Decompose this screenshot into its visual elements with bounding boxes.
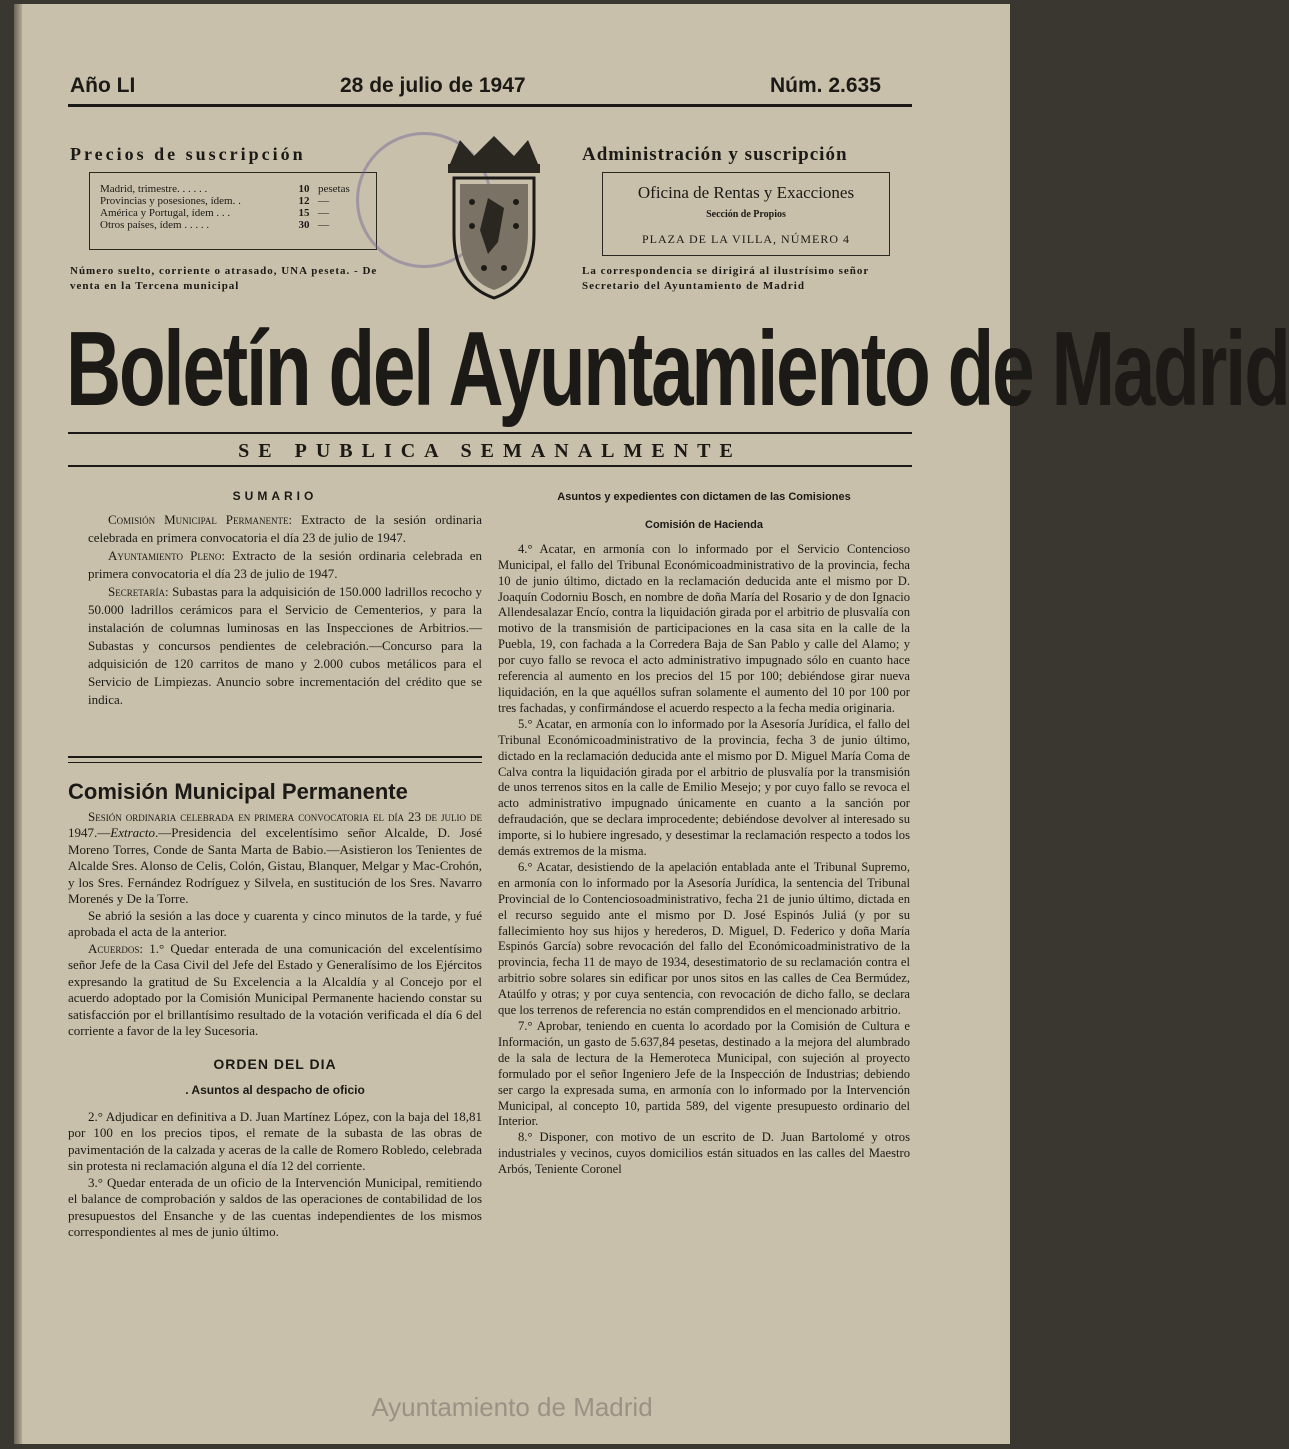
summary-item: Secretaría: Subastas para la adquisición de 150.000 ladrillos recocho y 50.000 ladrillos cerámicos para el Servicio de Cementerios, y para la instalación de columnas luminosas en las Inspecciones de Arbitrios.—Subastas y concursos pendientes de celebración.—Concurso para la adquisición de 120 carritos de mano y 2.000 cubos metálicos para el Servicio de Limpiezas. Anuncio sobre incrementación del crédito que se indica.: [88, 583, 482, 707]
issue-number: Núm. 2.635: [770, 74, 881, 97]
correspondence-note: La correspondencia se dirigirá al ilustrísimo señor Secretario del Ayuntamiento de Madrid: [582, 265, 870, 292]
session-paragraph: Sesión ordinaria celebrada en primera convocatoria el día 23 de julio de 1947.—Extracto.—Presidencia del excelentísimo señor Alcalde, D. José Moreno Torres, Conde de Santa Marta de Babio.—Asistieron los Tenientes de Alcalde Sres. Alonso de Celis, Colón, Gistau, Blanquer, Melgar y Mac-Crohón, y los Sres. Fernández Rodríguez y Silvela, en sustitución de los Sres. Navarro Morenés y De la Torre.: [68, 808, 482, 906]
agenda-item: 5.° Acatar, en armonía con lo informado por la Asesoría Jurídica, el fallo del Tribunal Económicoadministrativo de la provincia, fecha 3 de junio último, dictado en la reclamación deducida ante el mismo por D. Miguel María Coma de Calva contra la liquidación girada por el arbitrio de plusvalía por la transmisión de unos terrenos sitos en la calle de Emilio Mesejo; y por cuyo fallo se revoca el acto administrativo impugnado únicamente en cuanto a la sanción por defraudación, que se declara improcedente; debiéndose devolver al interesado su importe, si lo hubiere ingresado, y desestimar la reclamación respecto a todos los demás extremos de la misma.: [498, 716, 910, 859]
publication-frequency: SE PUBLICA SEMANALMENTE: [238, 440, 742, 462]
agenda-item: 2.° Adjudicar en definitiva a D. Juan Martínez López, con la baja del 18,81 por 100 en los precios tipos, el remate de la subasta de las obras de pavimentación de la calzada y aceras de la calle de Romero Robledo, celebrada sin protesta ni reclamación alguna el día 12 del corriente.: [68, 1108, 482, 1173]
masthead-title: Boletín del Ayuntamiento de Madrid: [66, 310, 1289, 428]
hacienda-heading: Comisión de Hacienda: [645, 518, 763, 531]
administration-title: Administración y suscripción: [582, 144, 848, 165]
summary-item: Ayuntamiento Pleno: Extracto de la sesión ordinaria celebrada en primera convocatoria el día 23 de julio de 1947.: [88, 547, 482, 581]
agreement-paragraph: Acuerdos: 1.° Quedar enterada de una comunicación del excelentísimo señor Jefe de la Casa Civil del Jefe del Estado y Generalísimo de los Ejércitos expresando la gratitud de Su Excelencia a la Alcaldía y al Concejo por el acuerdo adoptado por la Comisión Municipal Permanente haciendo constar su satisfacción por el brillantísimo resultado de la votación verificada el día 6 del corriente a favor de la ley Sucesoria.: [68, 940, 482, 1038]
subscription-price-box: [89, 172, 377, 250]
masthead-rule-top: [68, 432, 912, 434]
price-row: Madrid, trimestre. . . . . . 10 pesetas: [100, 183, 350, 195]
right-column-heading: Asuntos y expedientes con dictamen de las Comisiones: [557, 491, 851, 503]
watermark: Ayuntamiento de Madrid: [371, 1392, 653, 1422]
opening-paragraph: Se abrió la sesión a las doce y cuarenta y cinco minutos de la tarde, y fué aprobada el acta de la anterior.: [68, 907, 482, 939]
price-row: América y Portugal, ídem . . . 15 —: [100, 207, 329, 219]
summary-item: Comisión Municipal Permanente: Extracto de la sesión ordinaria celebrada en primera convocatoria el día 23 de julio de 1947.: [88, 511, 482, 545]
header-rule: [68, 104, 912, 107]
agenda-item: 6.° Acatar, desistiendo de la apelación entablada ante el Tribunal Supremo, en armonía con lo informado por la Asesoría Jurídica, la sentencia del Tribunal Provincial de lo Contenciosoadministrativo, fecha 21 de junio último, dictada en el recurso seguido ante el mismo por D. José Espinós Juliá (y por su fallecimiento hoy sus hijos y herederos, D. Miguel, D. Federico y doña María Espinós García) sobre revocación del fallo del Económicoadministrativo de la provincia, fecha 11 de mayo de 1934, desestimatorio de su reclamación contra el arbitrio sobre solares sin edificar por unos sitos en las calles de Cea Bermúdez, Ataúlfo y otras; y por cuya sentencia, con revocación de dicho fallo, se declara que los terrenos de referencia no están comprendidos en el mencionado arbitrio.: [498, 859, 910, 1018]
office-address: PLAZA DE LA VILLA, NÚMERO 4: [641, 232, 851, 246]
issue-year: Año LI: [70, 74, 136, 97]
price-row: Otros países, ídem . . . . . 30 —: [100, 219, 329, 231]
agenda-item: 8.° Disponer, con motivo de un escrito de D. Juan Bartolomé y otros industriales y vecinos, cuyos domicilios están situados en las calles del Maestro Arbós, Teniente Coronel: [498, 1130, 910, 1177]
agenda-item: 4.° Acatar, en armonía con lo informado por el Servicio Contencioso Municipal, el fallo del Tribunal Económicoadministrativo de la provincia, fecha 10 de junio último, dictado en la reclamación deducida ante el mismo por D. Joaquín Codorniu Bosch, en nombre de doña María del Rosario y de don Ignacio Allendesalazar Encío, contra la liquidación girada por el arbitrio de plusvalía con motivo de la transmisión de participaciones en la casa sita en la calle de la Puebla, 19, con fachada a la Corredera Baja de San Pablo y calle del Alamo; y por cuyo fallo se revoca el acto administrativo impugnado sólo en cuanto hace referencia al aumento en los precios del 15 por 100; debiéndose girar nueva liquidación, en la que aquéllos sufran solamente el aumento del 10 por 100 por tres fachadas, y confirmándose el acuerdo respecto a la fecha media originaria.: [498, 541, 910, 715]
office-section: Sección de Propios: [706, 209, 786, 220]
masthead: [66, 309, 1289, 429]
commission-column: [68, 779, 482, 1241]
price-row: Provincias y posesiones, ídem. . 12 —: [100, 195, 329, 207]
order-heading: ORDEN DEL DIA: [213, 1055, 337, 1072]
summary-title: SUMARIO: [232, 489, 318, 503]
madrid-coat-of-arms-icon: [436, 134, 552, 302]
page-spine: [14, 4, 22, 1444]
issue-date: 28 de julio de 1947: [340, 74, 526, 97]
summary-section: [68, 488, 482, 709]
office-name: Oficina de Rentas y Exacciones: [637, 183, 855, 202]
subscription-title: Precios de suscripción: [70, 144, 306, 164]
summary-rule: [68, 756, 482, 763]
agenda-item: 7.° Aprobar, teniendo en cuenta lo acordado por la Comisión de Cultura e Información, un gasto de 5.637,84 pesetas, destinado a la mejora del alumbrado de la sala de lectura de la Hemeroteca Municipal, con sujeción al proyecto formulado por el señor Ingeniero Jefe de la Inspección de Industrias; debiendo ser cargo la expresada suma, en armonía con lo informado por la Intervención Municipal, al concepto 10, partida 589, del vigente presupuesto ordinario del Interior.: [498, 1019, 910, 1129]
newspaper-page: [14, 4, 1289, 1444]
commission-heading: Comisión Municipal Permanente: [68, 779, 408, 804]
masthead-rule-bottom: [68, 465, 912, 467]
order-subheading: . Asuntos al despacho de oficio: [185, 1083, 365, 1097]
agenda-item: 3.° Quedar enterada de un oficio de la Intervención Municipal, remitiendo el balance de comprobación y saldos de las operaciones de contabilidad de los presupuestos del Ensanche y de las cuentas independientes de los mismos correspondientes al mes de junio último.: [68, 1174, 482, 1239]
right-column: [498, 490, 910, 1178]
administration-box: [602, 172, 890, 256]
single-copy-note: Número suelto, corriente o atrasado, UNA peseta. - De venta en la Tercena municipal: [70, 265, 378, 292]
